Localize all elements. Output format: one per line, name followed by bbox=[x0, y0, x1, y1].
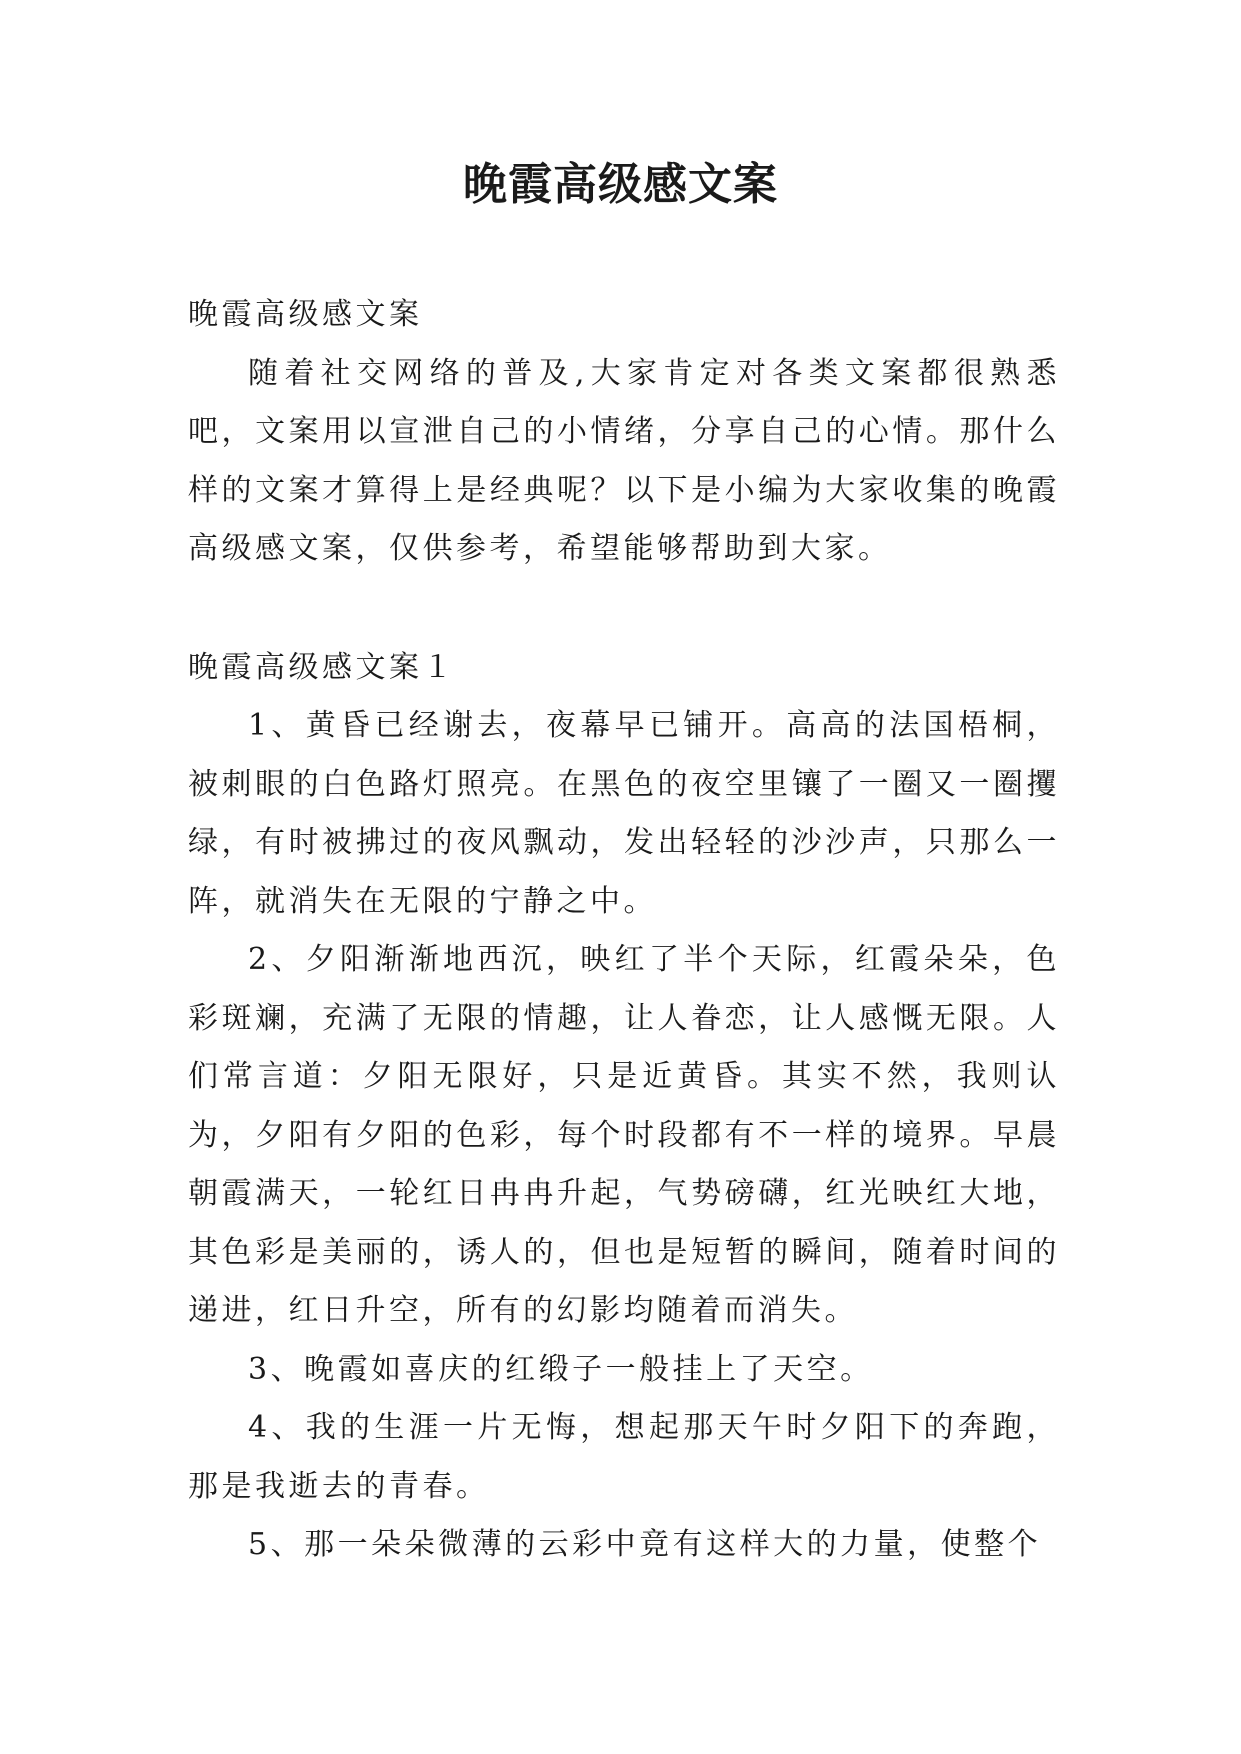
intro-paragraph: 随着社交网络的普及,大家肯定对各类文案都很熟悉吧，文案用以宣泄自己的小情绪，分享自己的心情。那什么样的文案才算得上是经典呢？以下是小编为大家收集的晚霞高级感文案，仅供参考，希望能够帮助到大家。 bbox=[188, 355, 1060, 566]
list-item: 4、我的生涯一片无悔，想起那天午时夕阳下的奔跑，那是我逝去的青春。 bbox=[188, 1410, 1060, 1504]
document-body bbox=[188, 286, 1060, 1575]
section-spacer bbox=[188, 579, 1060, 639]
list-item: 3、晚霞如喜庆的红缎子一般挂上了天空。 bbox=[248, 1351, 874, 1387]
list-item: 1、黄昏已经谢去，夜幕早已铺开。高高的法国梧桐，被刺眼的白色路灯照亮。在黑色的夜空里镶了一圈又一圈攫绿，有时被拂过的夜风飘动，发出轻轻的沙沙声，只那么一阵，就消失在无限的宁静之中。 bbox=[188, 708, 1060, 919]
list-item: 5、那一朵朵微薄的云彩中竟有这样大的力量，使整个 bbox=[248, 1527, 1042, 1562]
document-title: 晚霞高级感文案 bbox=[463, 159, 778, 210]
section-heading: 晚霞高级感文案１ bbox=[188, 649, 456, 685]
document-subtitle: 晚霞高级感文案 bbox=[188, 297, 423, 332]
list-item: 2、夕阳渐渐地西沉，映红了半个天际，红霞朵朵，色彩斑斓，充满了无限的情趣，让人眷恋，让人感慨无限。人们常言道：夕阳无限好，只是近黄昏。其实不然，我则认为，夕阳有夕阳的色彩，每个时段都有不一样的境界。早晨朝霞满天，一轮红日冉冉升起，气势磅礴，红光映红大地，其色彩是美丽的，诱人的，但也是短暂的瞬间，随着时间的递进，红日升空，所有的幻影均随着而消失。 bbox=[188, 942, 1060, 1328]
